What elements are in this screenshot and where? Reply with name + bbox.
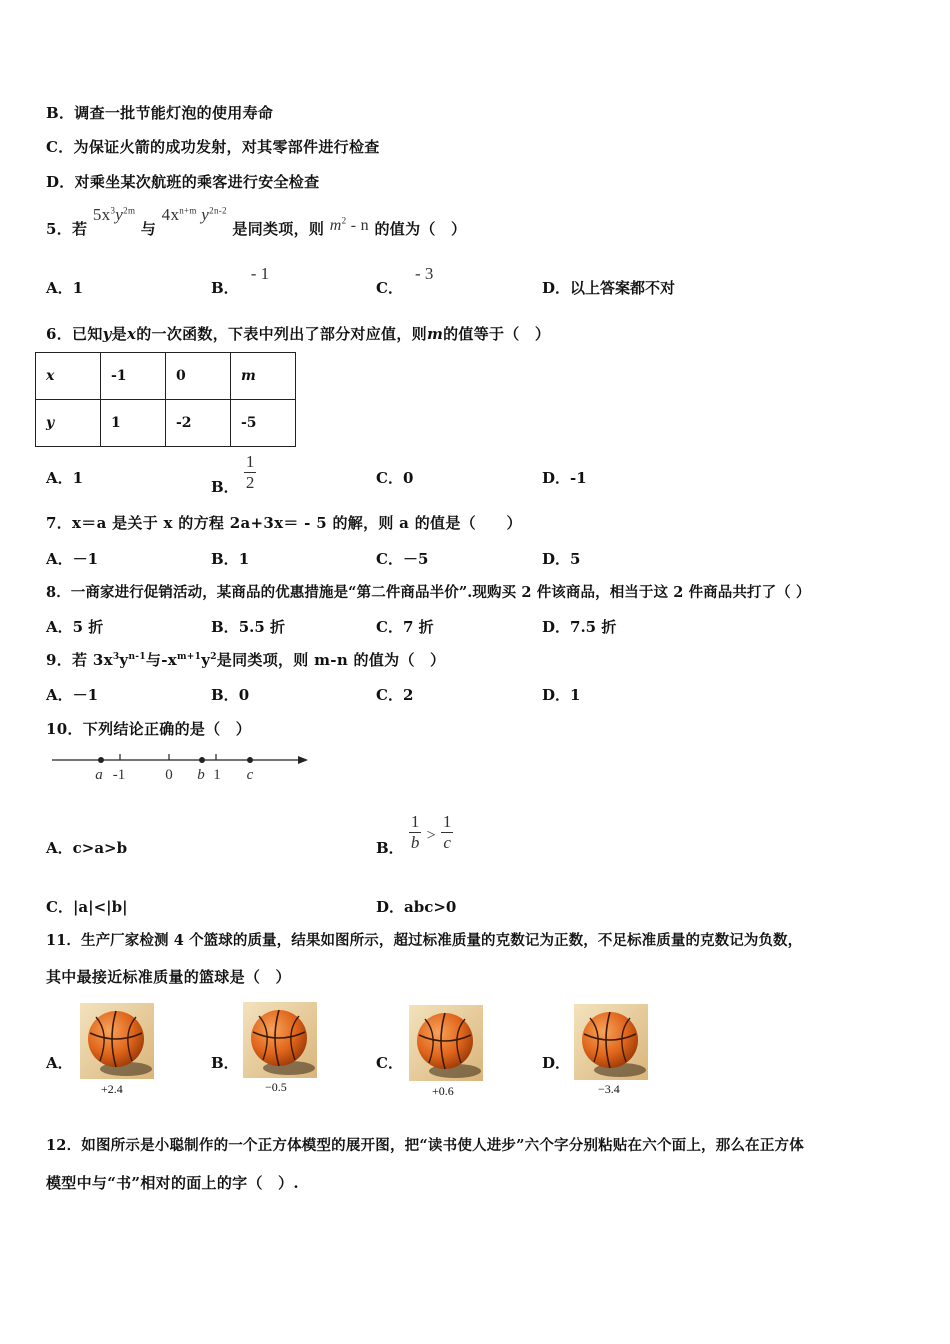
q11-value-c: +0.6 [432, 1084, 454, 1098]
fraction: $\frac{1}{c}$ [442, 812, 452, 852]
q12-stem-line2: 模型中与“书”相对的面上的字（ ）. [46, 1174, 299, 1192]
q5-option-a: A．1 [46, 279, 84, 297]
label-c: c [246, 767, 254, 783]
q5-option-b: B．- 1 [211, 264, 270, 297]
q11-option-c-label: C． [376, 1054, 403, 1072]
table-cell: x [36, 353, 101, 400]
q11-option-d-label: D． [542, 1054, 571, 1072]
q11-stem-line2: 其中最接近标准质量的篮球是（ ） [46, 968, 291, 986]
q10-option-d: D．abc>0 [376, 898, 457, 916]
q7-stem: 7．x＝a 是关于 x 的方程 2a+3x＝ - 5 的解，则 a 的值是（ ） [46, 514, 522, 532]
q5-stem: 5．若 $5x^3y^{2m}$ 与 $4x^{n+m}$ $y^{2n-2}$ 是同类项，则 $m^2$ - n 的值为（ ） [46, 205, 467, 238]
q6-value-table [35, 352, 296, 447]
q10-option-b: B． $\frac{1}{b}$ > $\frac{1}{c}$ [376, 812, 452, 857]
q7-option-a: A．－1 [46, 550, 99, 568]
fraction: $\frac{1}{b}$ [410, 812, 420, 852]
q9-option-b: B．0 [211, 686, 250, 704]
point-b [199, 757, 205, 763]
q9-stem: 9．若 $3x^3y^{n-1}$与$-x^{m+1}y^2$是同类项，则 m-n 的值为（ ） [46, 651, 446, 669]
q7-option-c: C．－5 [376, 550, 429, 568]
q8-option-b: B．5.5 折 [211, 618, 286, 636]
q5-option-d: D．以上答案都不对 [542, 279, 676, 297]
basketball-image [80, 1003, 154, 1079]
table-row [36, 400, 296, 447]
label-a: a [95, 767, 103, 783]
table-cell: 1 [101, 400, 166, 447]
q6-option-d: D．-1 [542, 469, 587, 487]
basketball-image [243, 1002, 317, 1078]
q6-option-b: B． $\frac{1}{2}$ [211, 452, 255, 496]
table-cell: 0 [166, 353, 231, 400]
q9-option-c: C．2 [376, 686, 414, 704]
q8-option-d: D．7.5 折 [542, 618, 617, 636]
table-cell: -2 [166, 400, 231, 447]
q6-stem: 6．已知y是x的一次函数，下表中列出了部分对应值，则m的值等于（ ） [46, 325, 551, 343]
q4-option-b: B．调查一批节能灯泡的使用寿命 [46, 104, 274, 122]
table-row [36, 353, 296, 400]
label-b: b [197, 767, 205, 783]
basketball-image [574, 1004, 648, 1080]
q9-option-d: D．1 [542, 686, 581, 704]
q4-option-d: D．对乘坐某次航班的乘客进行安全检查 [46, 173, 320, 191]
q11-option-a-label: A． [46, 1054, 73, 1072]
q11-value-a: +2.4 [101, 1082, 123, 1096]
q6-option-a: A．1 [46, 469, 84, 487]
number-line-arrow [298, 756, 308, 764]
point-a [98, 757, 104, 763]
basketball-image [409, 1005, 483, 1081]
q7-option-d: D．5 [542, 550, 581, 568]
q11-stem-line1: 11．生产厂家检测 4 个篮球的质量，结果如图所示，超过标准质量的克数记为正数，不足标准质量的克数记为负数， [46, 932, 803, 949]
q12-stem-line1: 12．如图所示是小聪制作的一个正方体模型的展开图，把“读书使人进步”六个字分别粘贴在六个面上，那么在正方体 [46, 1137, 804, 1154]
label-minus-one: -1 [112, 767, 126, 783]
q8-option-a: A．5 折 [46, 618, 104, 636]
q6-option-c: C．0 [376, 469, 414, 487]
q10-option-a: A．c>a>b [46, 839, 128, 857]
q8-option-c: C．7 折 [376, 618, 434, 636]
label-one: 1 [213, 767, 221, 783]
q8-stem: 8．一商家进行促销活动，某商品的优惠措施是“第二件商品半价”.现购买 2 件该商品，相当于这 2 件商品共打了（ ） [46, 584, 811, 601]
point-c [247, 757, 253, 763]
number-line [48, 748, 314, 788]
q4-option-c: C．为保证火箭的成功发射，对其零部件进行检查 [46, 138, 380, 156]
q5-option-c: C．- 3 [376, 264, 434, 297]
q7-option-b: B．1 [211, 550, 250, 568]
fraction: $\frac{1}{2}$ [245, 452, 255, 492]
table-cell: m [231, 353, 296, 400]
table-cell: -1 [101, 353, 166, 400]
table-cell: y [36, 400, 101, 447]
q11-option-b-label: B． [211, 1054, 239, 1072]
q11-value-d: −3.4 [598, 1082, 620, 1096]
table-cell: -5 [231, 400, 296, 447]
label-zero: 0 [165, 767, 173, 783]
q10-option-c: C．|a|<|b| [46, 898, 128, 916]
q9-option-a: A．－1 [46, 686, 99, 704]
q11-value-b: −0.5 [265, 1080, 287, 1094]
q10-stem: 10．下列结论正确的是（ ） [46, 720, 252, 738]
